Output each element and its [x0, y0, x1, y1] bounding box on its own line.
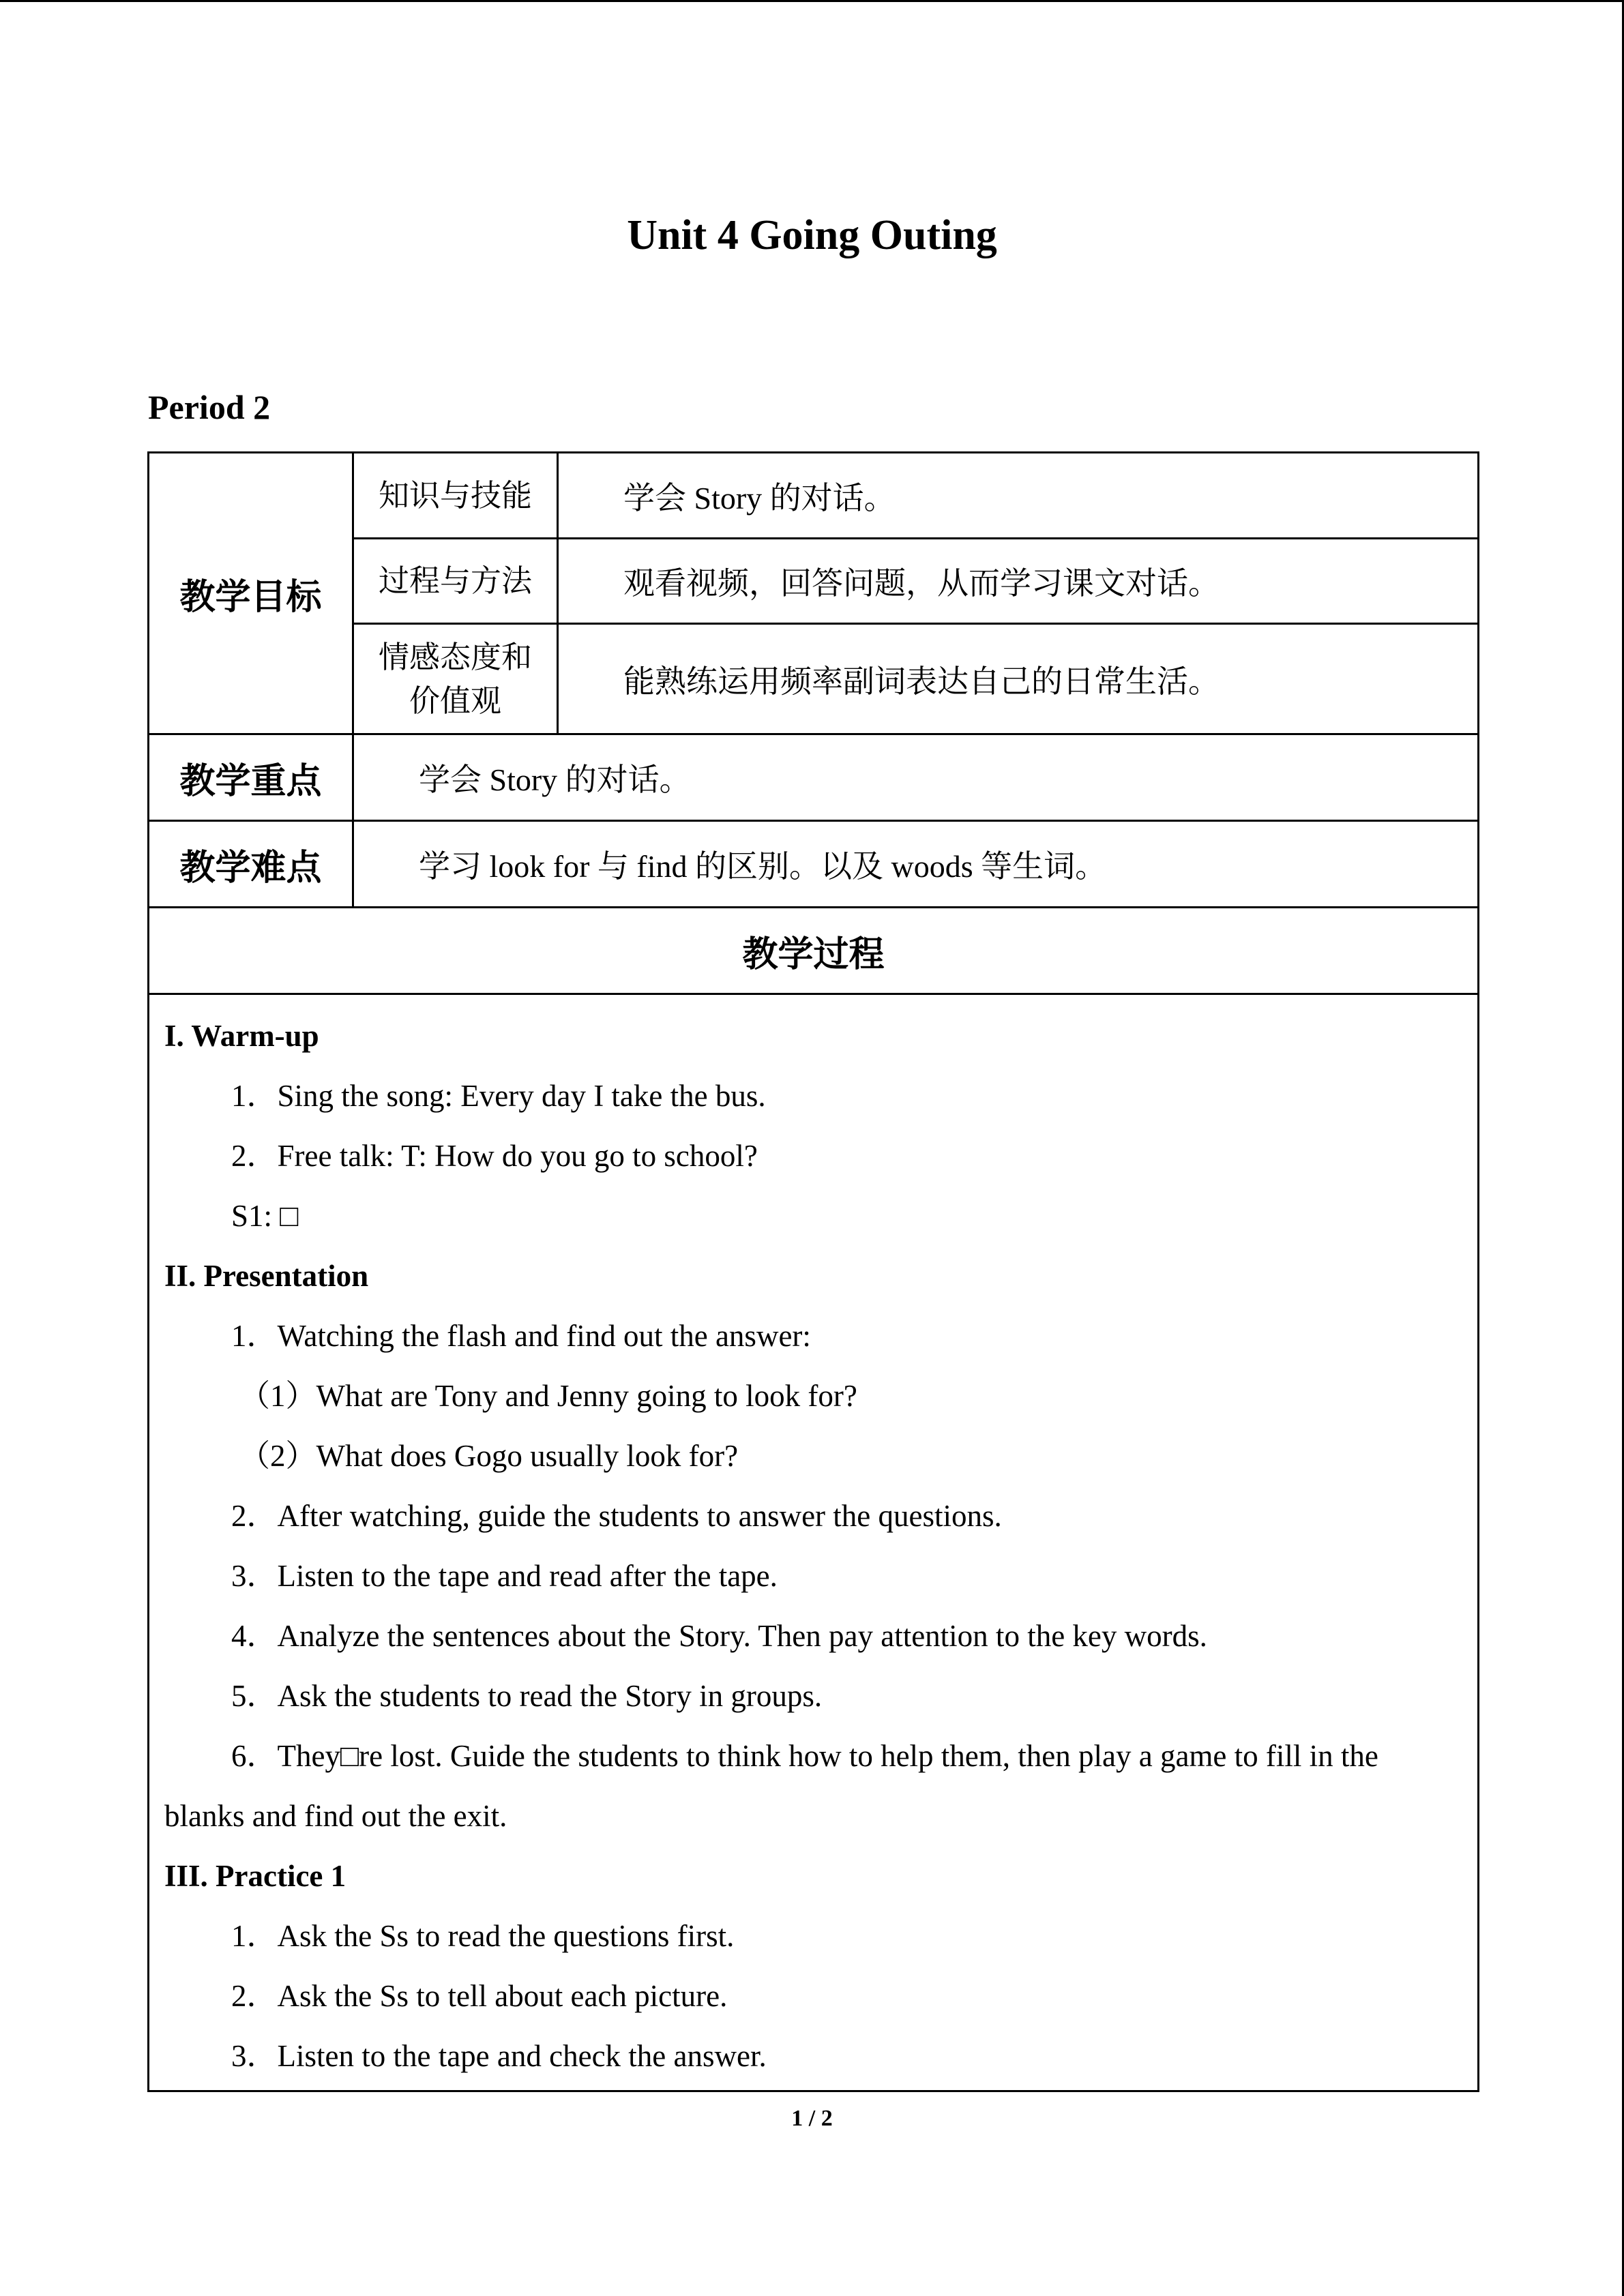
objective-category: 过程与方法: [353, 539, 558, 624]
difficulties-row: [149, 821, 1479, 908]
list-item: 1．Ask the Ss to read the questions first.: [231, 1919, 735, 1953]
list-item: 2．Free talk: T: How do you go to school?: [231, 1139, 758, 1173]
list-item: S1: □: [231, 1199, 299, 1233]
list-item: 2．Ask the Ss to tell about each picture.: [231, 1979, 728, 2013]
list-item: 4．Analyze the sentences about the Story. Then pay attention to the key words.: [231, 1619, 1207, 1653]
lesson-plan-table: [147, 451, 1479, 2092]
objective-row-knowledge: [149, 453, 1479, 539]
key-points-label: 教学重点: [149, 734, 353, 821]
objective-text: 观看视频，回答问题，从而学习课文对话。: [558, 539, 1479, 624]
difficulties-text: 学习 look for 与 find 的区别。以及 woods 等生词。: [353, 821, 1479, 908]
list-item: 6．They□re lost. Guide the students to think how to help them, then play a game to fill in the: [231, 1739, 1378, 1773]
list-item: （1）What are Tony and Jenny going to look for?: [239, 1379, 857, 1413]
process-body-row: [149, 994, 1479, 2091]
objectives-label: 教学目标: [149, 453, 353, 734]
difficulties-label: 教学难点: [149, 821, 353, 908]
objective-category-line2: 价值观: [409, 682, 501, 719]
objective-category-line1: 情感态度和: [378, 638, 532, 675]
section-heading: III. Practice 1: [164, 1859, 346, 1893]
list-item: 3．Listen to the tape and read after the tape.: [231, 1559, 778, 1593]
list-item: 1．Sing the song: Every day I take the bus.: [231, 1079, 766, 1113]
list-item: 5．Ask the students to read the Story in groups.: [231, 1679, 823, 1713]
section-heading: I. Warm-up: [164, 1019, 319, 1053]
process-body: [149, 994, 1479, 2091]
list-item: 1．Watching the flash and find out the answer:: [231, 1319, 811, 1353]
list-item: 3．Listen to the tape and check the answer.: [231, 2039, 767, 2073]
key-points-row: [149, 734, 1479, 821]
process-title: 教学过程: [149, 908, 1479, 994]
objective-category: [353, 624, 558, 734]
page-number: 1 / 2: [791, 2106, 833, 2131]
key-points-text: 学会 Story 的对话。: [353, 734, 1479, 821]
list-item: （2）What does Gogo usually look for?: [239, 1439, 739, 1473]
list-item-continuation: blanks and find out the exit.: [164, 1799, 507, 1833]
page-top-border: [0, 0, 1624, 2]
list-item: 2．After watching, guide the students to answer the questions.: [231, 1499, 1002, 1533]
document-title: Unit 4 Going Outing: [627, 212, 997, 258]
objective-text: 能熟练运用频率副词表达自己的日常生活。: [558, 624, 1479, 734]
process-title-row: [149, 908, 1479, 994]
objective-category: 知识与技能: [353, 453, 558, 539]
period-heading: Period 2: [148, 388, 271, 426]
section-heading: II. Presentation: [164, 1259, 369, 1293]
objective-text: 学会 Story 的对话。: [558, 453, 1479, 539]
